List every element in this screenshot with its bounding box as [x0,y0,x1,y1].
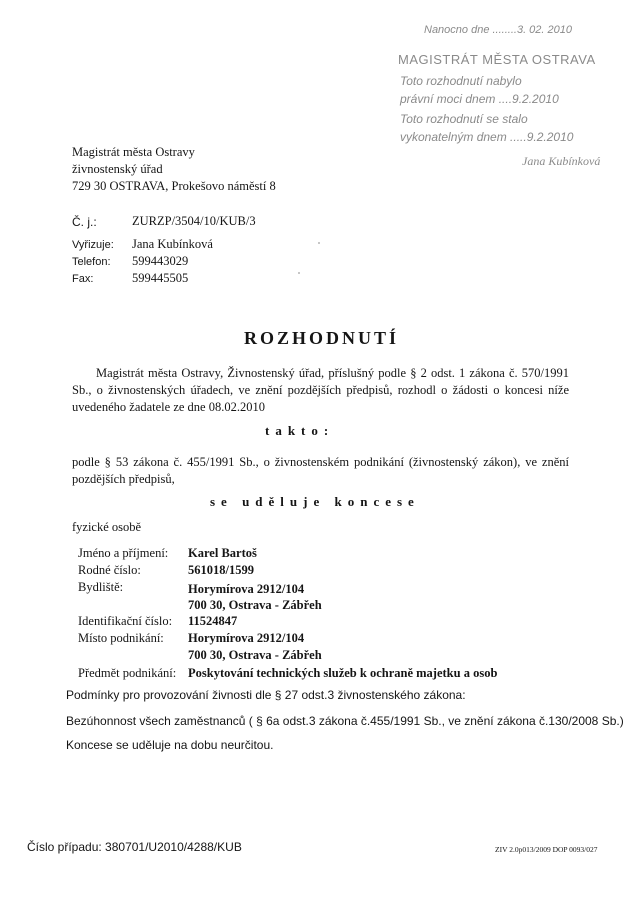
sender-line-1: Magistrát města Ostravy [72,145,195,159]
stamp-line-1: Toto rozhodnutí nabylo [400,74,522,88]
cj-label: Č. j.: [72,215,97,229]
conditions-heading: Podmínky pro provozování živnosti dle § 27 odst.3 živnostenského zákona: [66,688,466,702]
sender-line-2: živnostenský úřad [72,162,163,176]
vyrizuje-label: Vyřizuje: [72,239,114,251]
stamp-line-3: Toto rozhodnutí se stalo [400,112,528,126]
stamp-signature: Jana Kubínková [522,154,601,168]
vyrizuje-value: Jana Kubínková [132,237,213,251]
business-place-label: Místo podnikání: [78,631,164,645]
document-title: ROZHODNUTÍ [244,328,400,348]
residence-value-line-1: Horymírova 2912/104 [188,582,305,596]
residence-value-line-2: 700 30, Ostrava - Zábřeh [188,598,322,612]
business-subject-value: Poskytování technických služeb k ochraně majetku a osob [188,666,498,680]
takto-heading: takto: [265,423,335,438]
scan-speck [318,242,320,244]
company-id-label: Identifikační číslo: [78,614,173,628]
fax-value: 599445505 [132,271,189,285]
telefon-value: 599443029 [132,254,189,268]
sender-address [72,144,276,195]
case-number: Číslo případu: 380701/U2010/4288/KUB [27,840,242,854]
business-subject-label: Předmět podnikání: [78,666,177,680]
form-code: ZIV 2.0p013/2009 DOP 0093/027 [495,845,598,854]
telefon-label: Telefon: [72,256,111,268]
stamp-office-name: MAGISTRÁT MĚSTA OSTRAVA [398,52,596,67]
duration-text: Koncese se uděluje na dobu neurčitou. [66,738,274,752]
condition-item: Bezúhonnost všech zaměstnanců ( § 6a odst.3 zákona č.455/1991 Sb., ve znění zákona č.130/2008 Sb.) [66,714,624,728]
business-place-value-line-2: 700 30, Ostrava - Zábřeh [188,648,322,662]
birth-number-value: 561018/1599 [188,563,254,577]
scan-speck [298,272,300,274]
company-id-value: 11524847 [188,614,238,628]
cj-value: ZURZP/3504/10/KUB/3 [132,214,256,228]
stamp-date-line: Nanocno dne ........3. 02. 2010 [424,24,572,36]
person-heading: fyzické osobě [72,520,142,534]
stamp-line-2: právní moci dnem ....9.2.2010 [400,92,559,106]
residence-label: Bydliště: [78,580,124,594]
legal-basis-paragraph: podle § 53 zákona č. 455/1991 Sb., o živnostenském podnikání (živnostenský zákon), ve znění pozdějších předpisů, [72,455,569,486]
stamp-line-4: vykonatelným dnem .....9.2.2010 [400,130,574,144]
grant-heading: se uděluje koncese [210,494,420,509]
business-place-value-line-1: Horymírova 2912/104 [188,631,305,645]
birth-number-label: Rodné číslo: [78,563,141,577]
name-label: Jméno a příjmení: [78,546,169,560]
intro-paragraph: Magistrát města Ostravy, Živnostenský úřad, příslušný podle § 2 odst. 1 zákona č. 570/1991 Sb., o živnostenských úřadech, ve znění pozdějších předpisů, rozhodl o žádosti o koncesi níže uvedeného žadatele ze dne 08.02.2010 [72,366,569,414]
sender-line-3: 729 30 OSTRAVA, Prokešovo náměstí 8 [72,179,276,193]
name-value: Karel Bartoš [188,546,257,560]
fax-label: Fax: [72,273,94,285]
